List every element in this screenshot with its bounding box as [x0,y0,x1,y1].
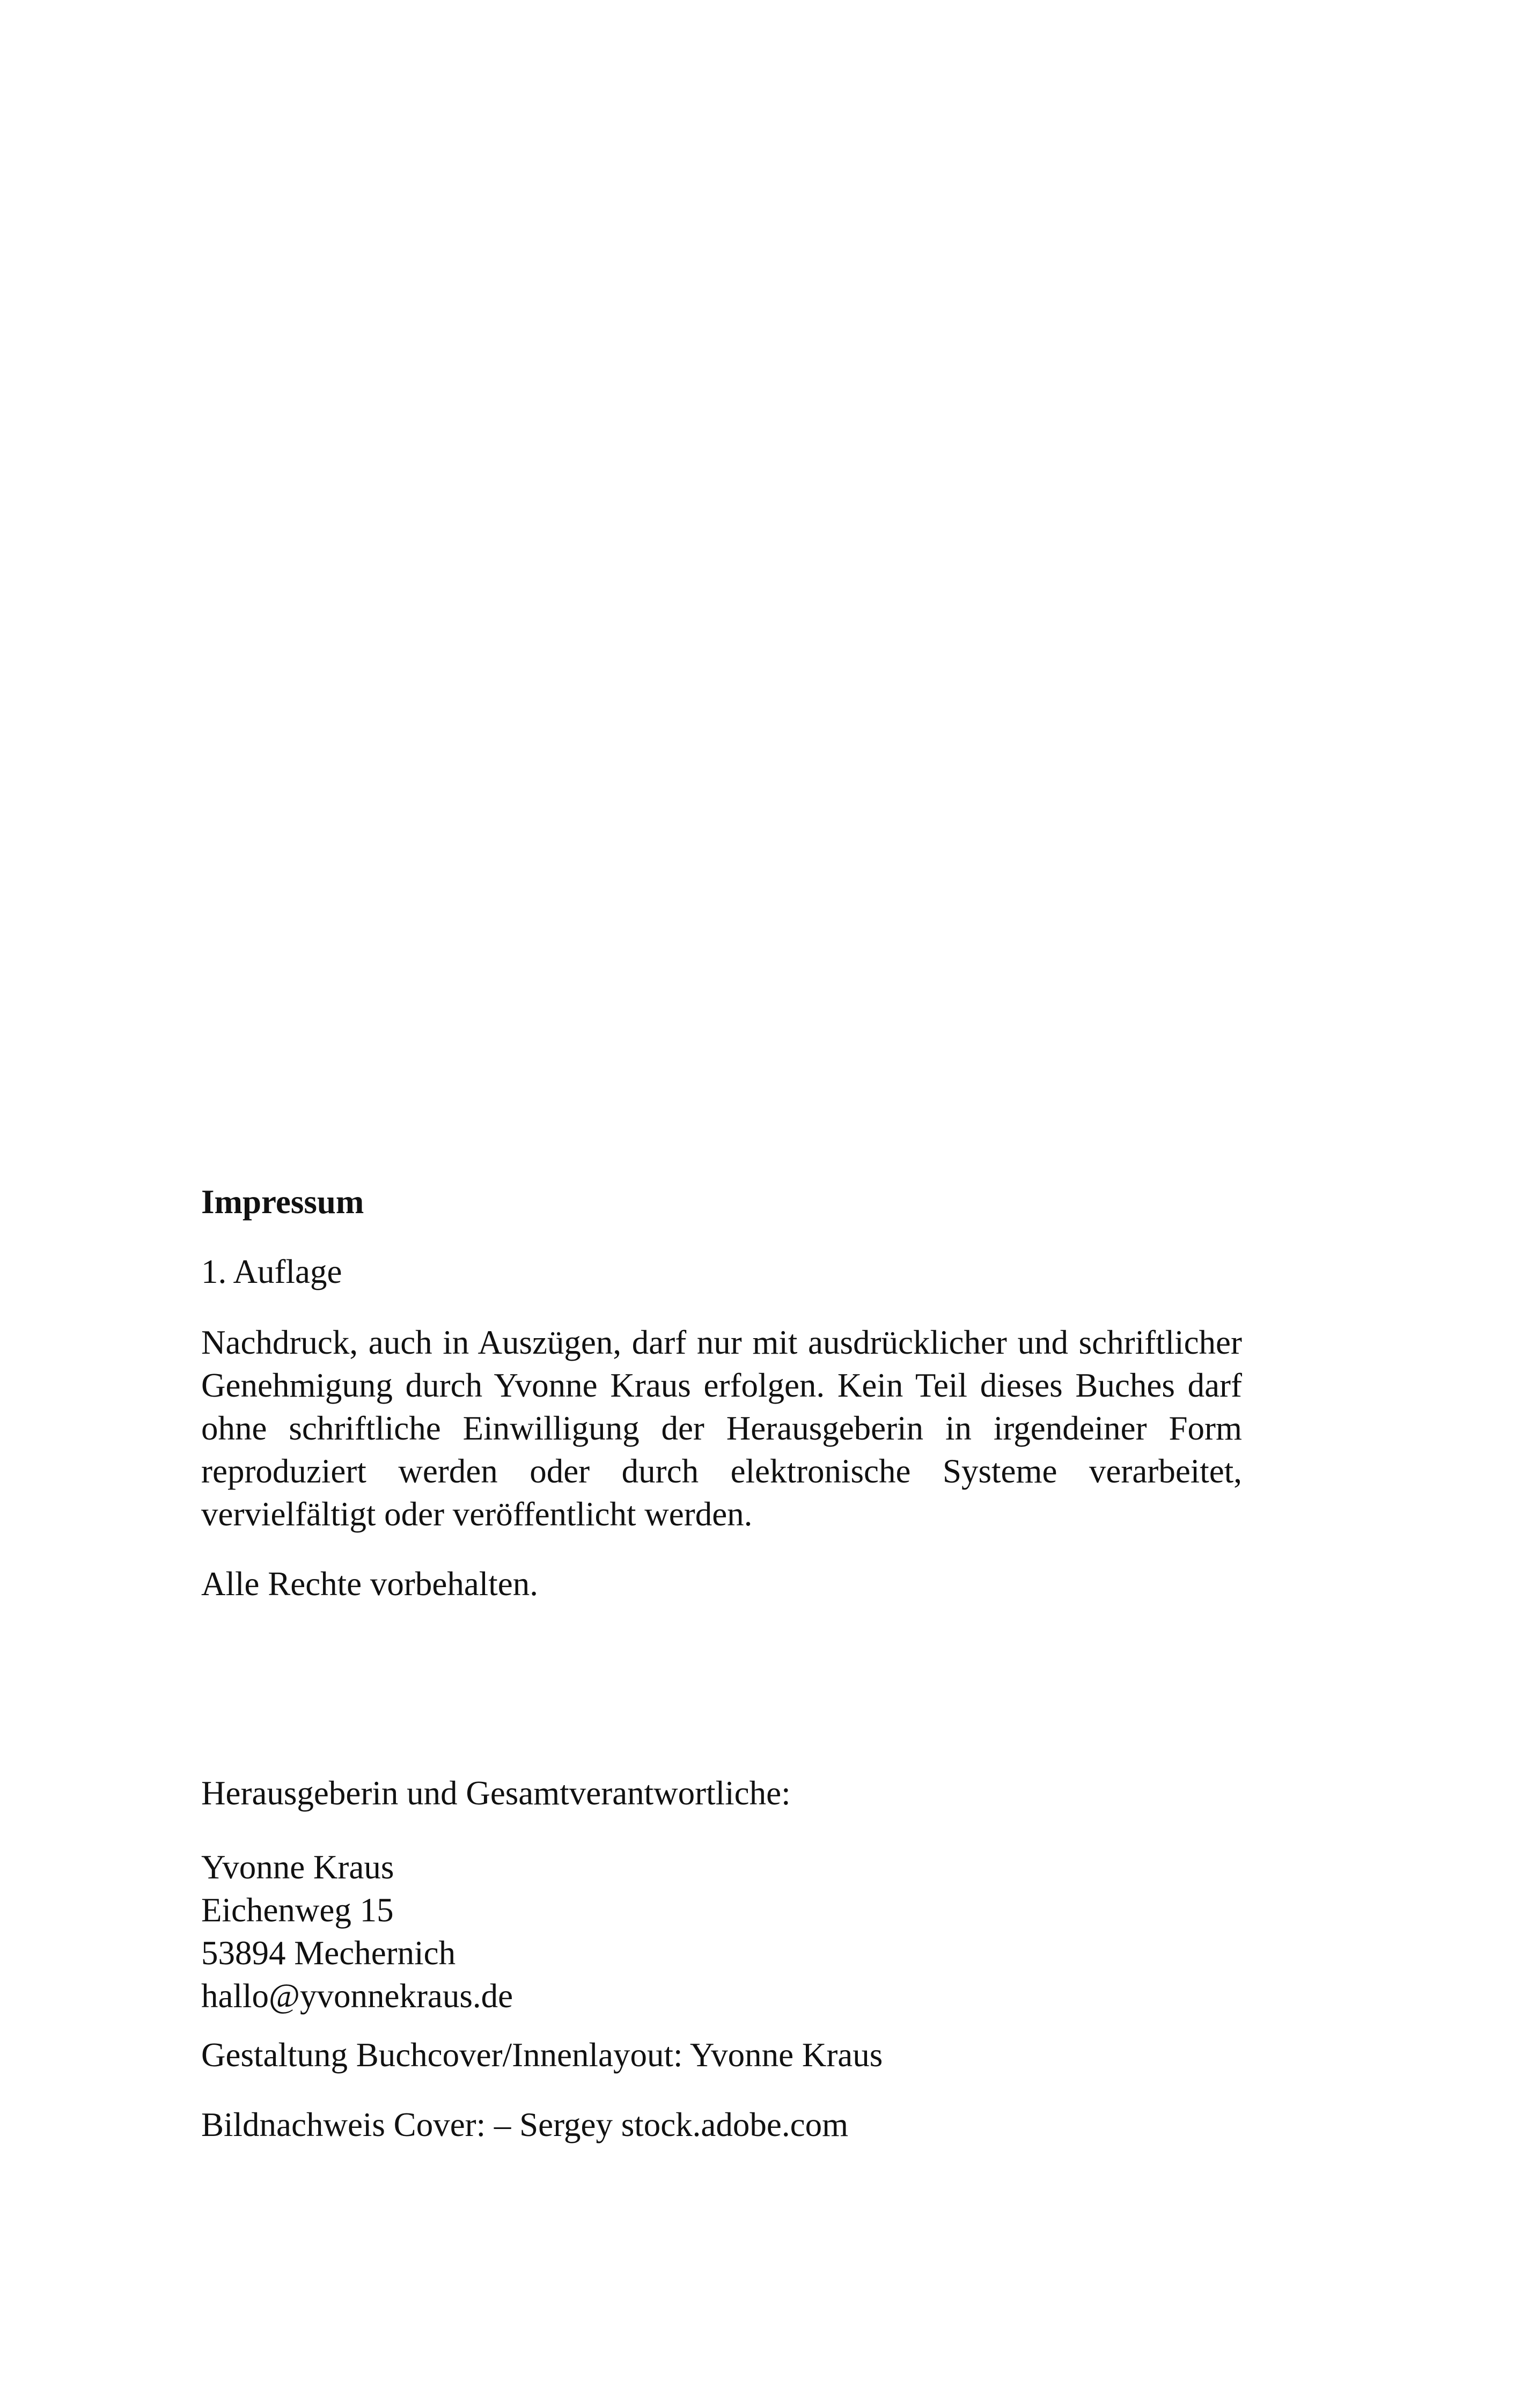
publisher-street: Eichenweg 15 [201,1891,394,1929]
edition-text: 1. Auflage [201,1253,342,1290]
imprint-heading: Impressum [201,1183,364,1221]
publisher-label: Herausgeberin und Gesamtverantwortliche: [201,1774,791,1812]
publisher-name: Yvonne Kraus [201,1848,394,1886]
publisher-address [201,1846,1242,2017]
publisher-email: hallo@yvonnekraus.de [201,1977,513,2015]
rights-reserved-text: Alle Rechte vorbehalten. [201,1565,539,1603]
cover-image-credit: Bildnachweis Cover: – Sergey stock.adobe.com [201,2106,849,2143]
copyright-paragraph: Nachdruck, auch in Auszügen, darf nur mit ausdrücklicher und schriftlicher Genehmigung durch Yvonne Kraus erfolgen. Kein Teil dieses Buches darf ohne schriftliche Einwilligung der Herausgeberin in irgendeiner Form reproduziert werden oder durch elektronische Systeme verarbeitet, vervielfältigt oder veröffentlicht werden. [201,1324,1242,1533]
publisher-city: 53894 Mechernich [201,1934,456,1972]
design-credit: Gestaltung Buchcover/Innenlayout: Yvonne Kraus [201,2036,883,2074]
